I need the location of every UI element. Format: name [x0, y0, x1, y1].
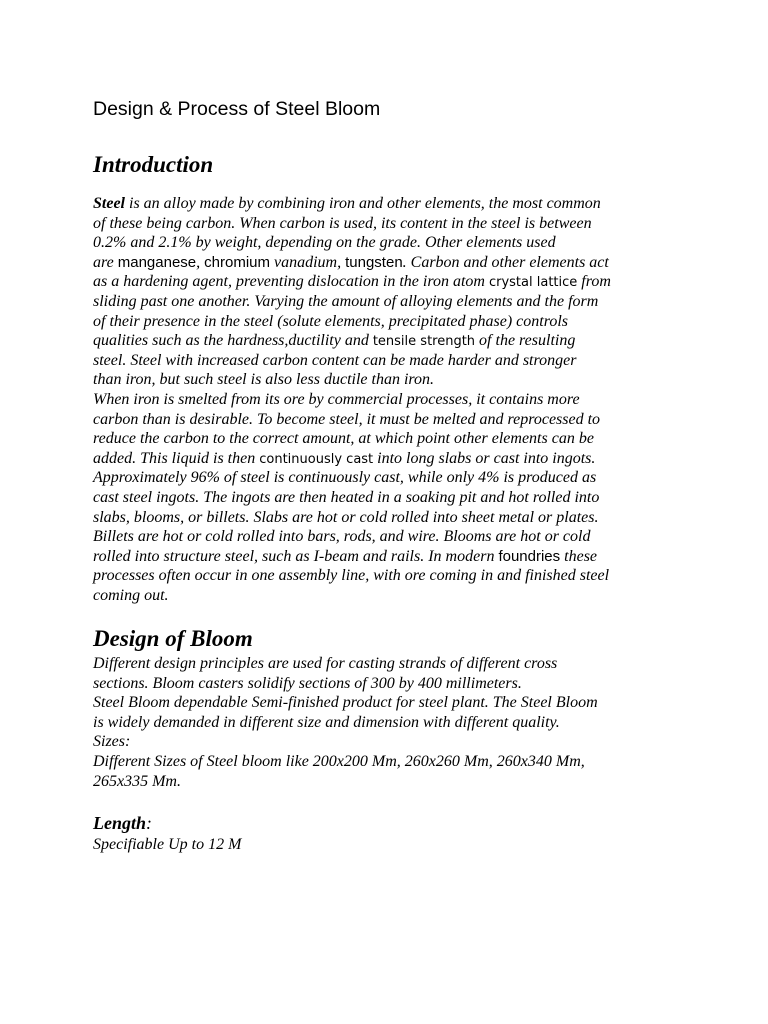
- text-line: steel. Steel with increased carbon content can be made harder and stronger: [93, 351, 577, 369]
- text-run: rolled into structure steel, such as I-beam and rails. In modern: [93, 547, 499, 565]
- text-line: cast steel ingots. The ingots are then heated in a soaking pit and hot rolled into: [93, 488, 600, 506]
- text-line: Different design principles are used for casting strands of different cross: [93, 655, 558, 672]
- text-line: Different Sizes of Steel bloom like 200x200 Mm, 260x260 Mm, 260x340 Mm,: [93, 752, 585, 770]
- text-line: 0.2% and 2.1% by weight, depending on the grade. Other elements used: [93, 234, 556, 252]
- length-label: [93, 813, 152, 834]
- text-run: vanadium,: [270, 253, 346, 271]
- text-run: is an alloy made by combining iron and other elements, the most common: [125, 195, 601, 212]
- text-line: than iron, but such steel is also less ductile than iron.: [93, 371, 435, 389]
- introduction-body: [93, 194, 611, 605]
- text-line: of their presence in the steel (solute elements, precipitated phase) controls: [93, 312, 568, 330]
- design-of-bloom-heading: Design of Bloom: [93, 626, 253, 651]
- text-run: are: [93, 253, 118, 271]
- text-run: ,: [196, 253, 205, 271]
- text-run: as a hardening agent, preventing dislocation in the iron atom: [93, 273, 489, 291]
- design-of-bloom-body: [93, 654, 598, 791]
- text-line: Sizes:: [93, 733, 131, 751]
- text-line: When iron is smelted from its ore by commercial processes, it contains more: [93, 390, 580, 408]
- text-line: processes often occur in one assembly line, with ore coming in and finished steel: [93, 567, 610, 585]
- text-run: into long slabs or cast into ingots.: [373, 449, 596, 467]
- text-line: coming out.: [93, 586, 169, 604]
- term-manganese: manganese: [117, 253, 197, 271]
- term-chromium: chromium: [204, 253, 270, 271]
- text-run: added. This liquid is then: [93, 449, 260, 467]
- text-line: 265x335 Mm.: [93, 772, 181, 790]
- text-line: reduce the carbon to the correct amount, at which point other elements can be: [93, 430, 594, 448]
- text-line: Steel Bloom dependable Semi-finished product for steel plant. The Steel Bloom: [93, 694, 598, 712]
- text-line: sections. Bloom casters solidify sections of 300 by 400 millimeters.: [93, 674, 522, 692]
- text-line: [93, 547, 611, 567]
- text-line: [93, 331, 611, 351]
- document-title: Design & Process of Steel Bloom: [93, 98, 381, 120]
- text-line: [93, 253, 611, 273]
- text-run: these: [560, 547, 598, 565]
- text-line: of these being carbon. When carbon is used, its content in the steel is between: [93, 214, 592, 232]
- introduction-heading: Introduction: [93, 152, 214, 177]
- text-line: Billets are hot or cold rolled into bars, rods, and wire. Blooms are hot or cold: [93, 528, 591, 546]
- text-line: is widely demanded in different size and dimension with different quality.: [93, 713, 560, 731]
- term-tungsten: tungsten: [345, 253, 403, 271]
- text-run: . Carbon and other elements act: [402, 253, 609, 271]
- text-run: qualities such as the hardness,ductility and: [93, 332, 373, 350]
- text-line: Approximately 96% of steel is continuously cast, while only 4% is produced as: [93, 469, 597, 487]
- text-line: carbon than is desirable. To become steel, it must be melted and reprocessed to: [93, 410, 601, 428]
- length-value: Specifiable Up to 12 M: [93, 836, 242, 853]
- term-tensile-strength: tensile strength: [372, 334, 476, 350]
- text-run: from: [577, 273, 611, 291]
- term-continuously-cast: continuously cast: [259, 451, 374, 467]
- text-line: sliding past one another. Varying the amount of alloying elements and the form: [93, 292, 599, 310]
- term-foundries: foundries: [498, 547, 561, 565]
- text-line: [93, 272, 611, 292]
- length-colon: :: [146, 813, 153, 833]
- text-line: [93, 194, 611, 214]
- text-run: of the resulting: [475, 332, 576, 350]
- term-crystal-lattice: crystal lattice: [488, 275, 578, 291]
- text-line: slabs, blooms, or billets. Slabs are hot or cold rolled into sheet metal or plates.: [93, 508, 599, 526]
- term-steel: Steel: [93, 195, 125, 212]
- length-label-text: Length: [93, 813, 147, 833]
- text-line: [93, 449, 611, 469]
